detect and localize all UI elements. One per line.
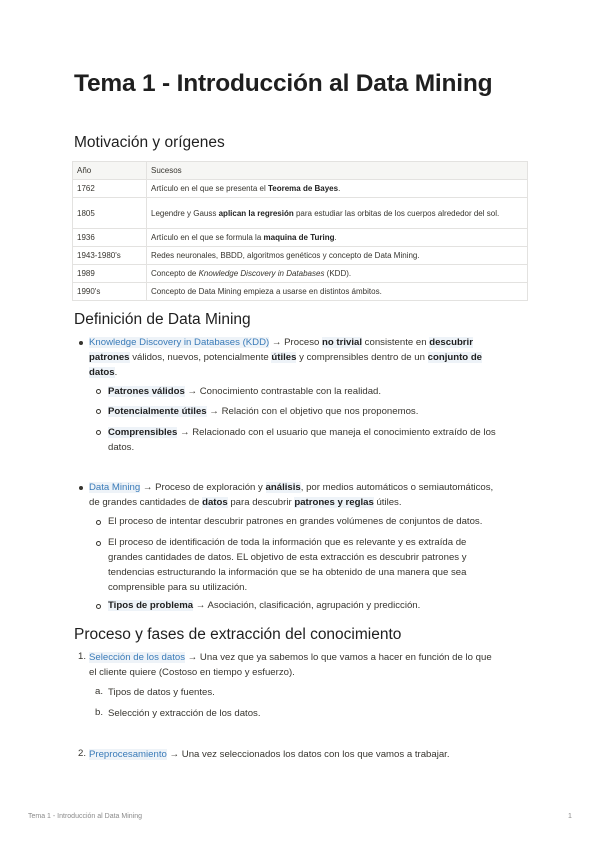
event-cell: Concepto de Data Mining empieza a usarse en distintos ámbitos. <box>147 283 528 301</box>
year-cell: 1989 <box>73 265 147 283</box>
bullet-dot-icon <box>79 341 83 345</box>
year-cell: 1936 <box>73 229 147 247</box>
data-mining-sub-item: Tipos de problema → Asociación, clasificación, agrupación y predicción. <box>108 600 421 611</box>
year-cell: 1762 <box>73 180 147 198</box>
table-row <box>73 198 528 229</box>
process-step: Preprocesamiento → Una vez seleccionados los datos con los que vamos a trabajar. <box>89 749 450 760</box>
table-header-row <box>73 162 528 180</box>
column-header-events: Sucesos <box>147 162 528 180</box>
data-mining-sub-item: El proceso de identificación de toda la información que es relevante y es extraída de grandes cantidades de datos. EL objetivo de esta extracción es descubrir patrones y tendencias estructurando la información que se ha obtenido de una manera que sea comprensible para su utilización. <box>108 537 467 593</box>
kdd-definition: Knowledge Discovery in Databases (KDD) → Proceso no trivial consistente en descubrir patrones válidos, nuevos, potencialmente útiles y comprensibles dentro de un conjunto de datos. <box>89 337 483 378</box>
footer-title: Tema 1 - Introducción al Data Mining <box>28 813 142 820</box>
process-step: Selección de los datos → Una vez que ya sabemos lo que vamos a hacer en función de lo que el cliente quiere (Costoso en tiempo y esfuerzo). <box>89 652 492 678</box>
data-mining-sub-item: El proceso de intentar descubrir patrones en grandes volúmenes de conjuntos de datos. <box>108 516 483 527</box>
year-cell: 1990's <box>73 283 147 301</box>
column-header-year: Año <box>73 162 147 180</box>
kdd-sub-item: Potencialmente útiles → Relación con el objetivo que nos proponemos. <box>108 406 419 417</box>
year-cell: 1943-1980's <box>73 247 147 265</box>
event-cell: Legendre y Gauss aplican la regresión para estudiar las orbitas de los cuerpos alrededor del sol. <box>147 198 528 229</box>
bullet-dot-icon <box>79 486 83 490</box>
table-row <box>73 247 528 265</box>
table-row <box>73 265 528 283</box>
bullet-ring-icon <box>96 409 101 414</box>
list-number: 1. <box>78 651 87 662</box>
section-heading-proceso: Proceso y fases de extracción del conocimiento <box>74 626 402 643</box>
event-cell: Artículo en el que se presenta el Teorema de Bayes. <box>147 180 528 198</box>
event-cell: Artículo en el que se formula la maquina de Turing. <box>147 229 528 247</box>
bullet-ring-icon <box>96 430 101 435</box>
page-number: 1 <box>568 813 572 820</box>
process-sub-step: Selección y extracción de los datos. <box>108 708 261 719</box>
bullet-ring-icon <box>96 520 101 525</box>
kdd-sub-item: Patrones válidos → Conocimiento contrastable con la realidad. <box>108 386 382 397</box>
list-letter: b. <box>95 707 104 718</box>
bullet-ring-icon <box>96 541 101 546</box>
data-mining-definition: Data Mining → Proceso de exploración y análisis, por medios automáticos o semiautomáticos, de grandes cantidades de datos para descubrir patrones y reglas útiles. <box>89 482 494 508</box>
kdd-sub-item: Comprensibles → Relacionado con el usuario que maneja el conocimiento extraído de los datos. <box>108 427 496 453</box>
step-term: Selección de los datos <box>89 652 185 663</box>
bullet-ring-icon <box>96 389 101 394</box>
table-row <box>73 229 528 247</box>
step-term: Preprocesamiento <box>89 749 167 760</box>
bullet-ring-icon <box>96 604 101 609</box>
event-cell: Concepto de Knowledge Discovery in Databases (KDD). <box>147 265 528 283</box>
list-number: 2. <box>78 748 87 759</box>
history-table <box>72 161 528 301</box>
year-cell: 1805 <box>73 198 147 229</box>
page-title: Tema 1 - Introducción al Data Mining <box>74 70 493 97</box>
table-row <box>73 283 528 301</box>
list-letter: a. <box>95 686 104 697</box>
section-heading-motivacion: Motivación y orígenes <box>74 134 225 151</box>
process-sub-step: Tipos de datos y fuentes. <box>108 687 215 698</box>
event-cell: Redes neuronales, BBDD, algoritmos genéticos y concepto de Data Mining. <box>147 247 528 265</box>
table-row <box>73 180 528 198</box>
data-mining-term: Data Mining <box>89 482 141 493</box>
section-heading-definicion: Definición de Data Mining <box>74 311 251 328</box>
kdd-term: Knowledge Discovery in Databases (KDD) <box>89 337 270 348</box>
